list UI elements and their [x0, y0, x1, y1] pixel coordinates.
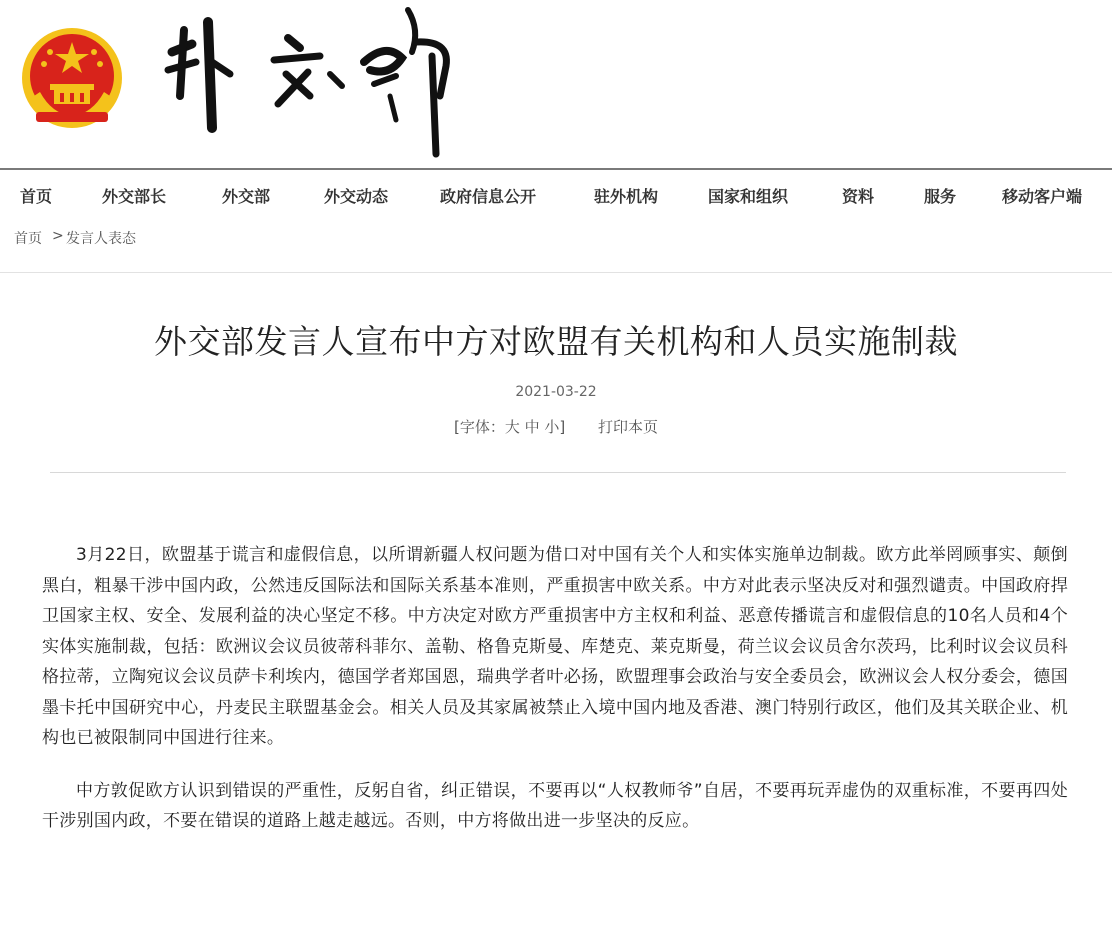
- article-body: [42, 540, 1068, 859]
- header-divider: [0, 272, 1112, 273]
- breadcrumb-separator: >: [52, 228, 64, 244]
- site-header: [0, 0, 1112, 168]
- breadcrumb-current[interactable]: 发言人表态: [66, 231, 136, 247]
- article-paragraph: 中方敦促欧方认识到错误的严重性，反躬自省，纠正错误，不要再以“人权教师爷”自居，不要再玩弄虚伪的双重标准，不要再四处干涉别国内政，不要在错误的道路上越走越远。否则，中方将做出进一步坚决的反应。: [42, 780, 1068, 831]
- national-emblem-icon[interactable]: [20, 26, 124, 130]
- article-tools: [0, 416, 1112, 437]
- font-size-control[interactable]: [字体：大 中 小]: [453, 418, 566, 436]
- breadcrumb-home-link[interactable]: 首页: [14, 231, 42, 247]
- nav-item-countries-orgs[interactable]: 国家和组织: [708, 187, 789, 206]
- print-page-link[interactable]: 打印本页: [598, 418, 659, 436]
- ministry-calligraphy-logo[interactable]: [150, 0, 470, 168]
- nav-item-ministry[interactable]: 外交部: [222, 187, 271, 206]
- nav-item-missions-abroad[interactable]: 驻外机构: [594, 187, 659, 206]
- article-divider: [50, 472, 1066, 473]
- article-title: 外交部发言人宣布中方对欧盟有关机构和人员实施制裁: [154, 322, 958, 361]
- article-date: 2021-03-22: [515, 384, 597, 400]
- nav-item-diplomatic-news[interactable]: 外交动态: [324, 187, 389, 206]
- nav-item-home[interactable]: 首页: [20, 187, 53, 206]
- article-paragraph: 3月22日，欧盟基于谎言和虚假信息，以所谓新疆人权问题为借口对中国有关个人和实体实施单边制裁。欧方此举罔顾事实、颠倒黑白，粗暴干涉中国内政，公然违反国际法和国际关系基本准则，严重损害中欧关系。中方对此表示坚决反对和强烈谴责。中国政府捍卫国家主权、安全、发展利益的决心坚定不移。中方决定对欧方严重损害中方主权和利益、恶意传播谎言和虚假信息的10名人员和4个实体实施制裁，包括：欧洲议会议员彼蒂科菲尔、盖勒、格鲁克斯曼、库楚克、莱克斯曼，荷兰议会议员舍尔茨玛，比利时议会议员科格拉蒂，立陶宛议会议员萨卡利埃内，德国学者郑国恩，瑞典学者叶必扬，欧盟理事会政治与安全委员会，欧洲议会人权分委会，德国墨卡托中国研究中心，丹麦民主联盟基金会。相关人员及其家属被禁止入境中国内地及香港、澳门特别行政区，他们及其关联企业、机构也已被限制同中国进行往来。: [42, 545, 1068, 748]
- nav-item-resources[interactable]: 资料: [842, 187, 875, 206]
- nav-item-mobile-client[interactable]: 移动客户端: [1002, 187, 1083, 206]
- nav-item-services[interactable]: 服务: [924, 187, 957, 206]
- nav-item-foreign-minister[interactable]: 外交部长: [102, 187, 167, 206]
- main-nav: [0, 168, 1112, 220]
- nav-item-government-info[interactable]: 政府信息公开: [440, 187, 537, 206]
